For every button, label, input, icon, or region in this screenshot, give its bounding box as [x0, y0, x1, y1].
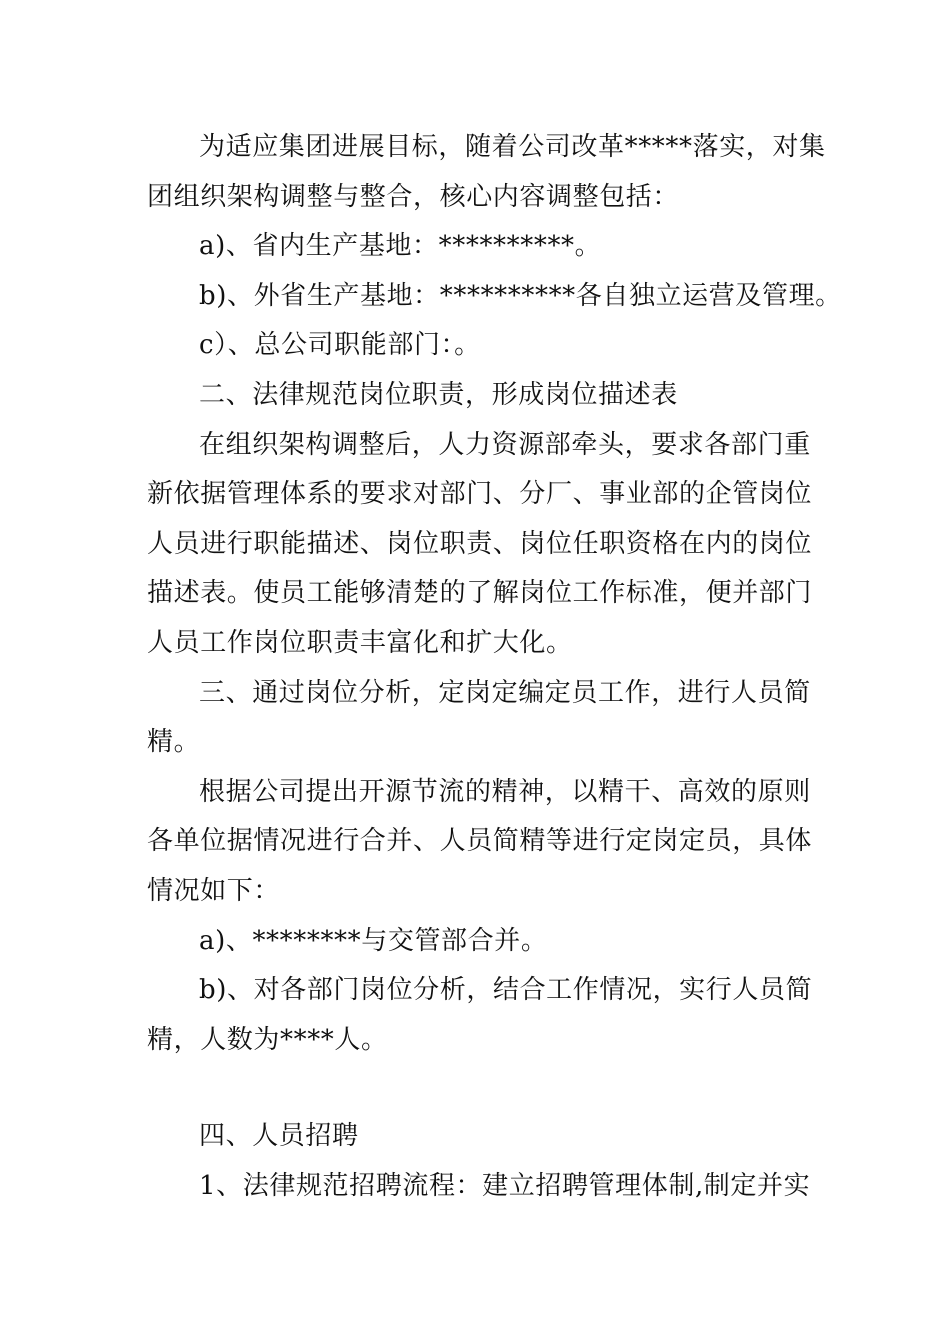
text-line: 精。 — [147, 727, 201, 758]
text-line: 三、通过岗位分析，定岗定编定员工作，进行人员简 — [199, 677, 811, 708]
text-line: 人员进行职能描述、岗位职责、岗位任职资格在内的岗位 — [147, 528, 813, 559]
paragraph-item-a — [147, 222, 809, 272]
text-line: a)、********与交管部合并。 — [199, 925, 548, 956]
text-line: 描述表。使员工能够清楚的了解岗位工作标准，便并部门 — [147, 578, 813, 609]
paragraph-merge-item-a — [147, 917, 809, 967]
blank-line — [147, 1065, 809, 1112]
text-line: 在组织架构调整后，人力资源部牵头，要求各部门重 — [199, 429, 811, 460]
paragraph-item-b — [147, 272, 842, 322]
text-line: b)、对各部门岗位分析，结合工作情况，实行人员简 — [199, 975, 813, 1006]
section-heading-2 — [147, 371, 809, 421]
text-line: c）、总公司职能部门：。 — [199, 330, 481, 361]
paragraph-restructure-intro — [147, 123, 826, 222]
paragraph-item-c — [147, 321, 809, 371]
section-heading-4 — [147, 1112, 809, 1162]
text-line: 精，人数为****人。 — [147, 1024, 388, 1055]
text-line: b)、外省生产基地：**********各自独立运营及管理。 — [199, 280, 842, 311]
text-line: 1、法律规范招聘流程：建立招聘管理体制,制定并实 — [199, 1170, 811, 1201]
paragraph-job-description — [147, 421, 813, 669]
text-line: a)、省内生产基地：**********。 — [199, 231, 602, 262]
text-line: 二、法律规范岗位职责，形成岗位描述表 — [199, 379, 678, 410]
document-page — [147, 123, 842, 1211]
paragraph-staffing — [147, 768, 813, 917]
text-line: 四、人员招聘 — [199, 1121, 359, 1152]
section-heading-3 — [147, 669, 809, 768]
text-line: 根据公司提出开源节流的精神，以精干、高效的原则 — [199, 776, 811, 807]
paragraph-merge-item-b — [147, 966, 813, 1065]
paragraph-recruitment-process — [147, 1162, 809, 1212]
text-line: 新依据管理体系的要求对部门、分厂、事业部的企管岗位 — [147, 479, 813, 510]
text-line: 人员工作岗位职责丰富化和扩大化。 — [147, 627, 573, 658]
text-line: 各单位据情况进行合并、人员简精等进行定岗定员，具体 — [147, 826, 813, 857]
text-line: 为适应集团进展目标，随着公司改革*****落实，对集 — [199, 132, 826, 162]
text-line: 情况如下： — [147, 875, 281, 906]
text-line: 团组织架构调整与整合，核心内容调整包括： — [147, 181, 680, 212]
